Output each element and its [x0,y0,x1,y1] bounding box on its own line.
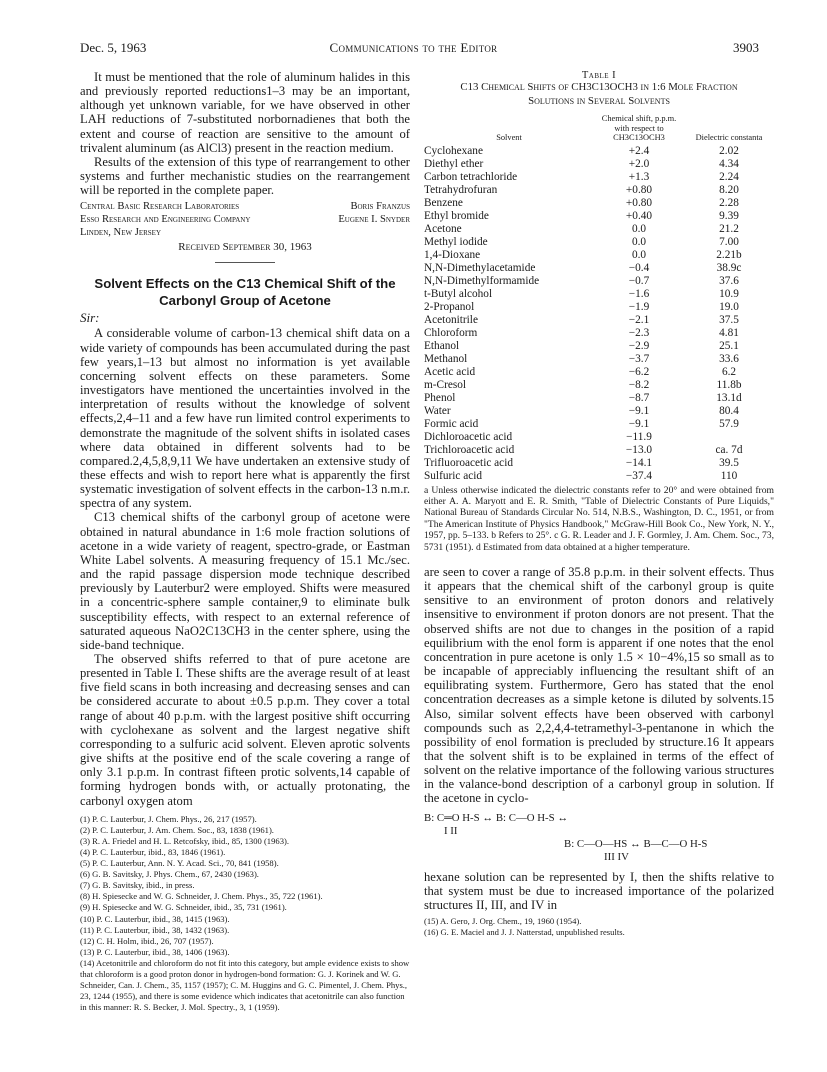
dielectric-cell: 80.4 [719,404,739,417]
received-date: Received September 30, 1963 [178,241,312,254]
dielectric-cell: 39.5 [719,456,739,469]
solvent-cell: 2-Propanol [424,300,475,313]
affiliation-lab: Central Basic Research Laboratories [80,201,240,213]
table-row [424,457,774,470]
solvent-cell: Phenol [424,391,456,404]
table-subtitle-1: C13 Chemical Shifts of CH3C13OCH3 in 1:6 Mole Fraction [460,81,738,93]
dielectric-cell: 4.34 [719,157,739,170]
reference-item: (5) P. C. Lauterbur, Ann. N. Y. Acad. Sci., 70, 841 (1958). [80,858,279,869]
body-paragraph-2: C13 chemical shifts of the carbonyl group of acetone were obtained in natural abundance in 1:6 mole fraction solutions of acetone in a wide variety of reagent, spectro-grade, or Eastman White Label solvents. A measuring frequency of 15.1 Mc./sec. and the rapid passage dispersion mode technique described previously by Lauterbur2 were employed. Shifts were measured in a concentric-sphere sample container,9 to eliminate bulk susceptibility effects, with respect to an external reference of saturated aqueous NaO2C13CH3 in the center sphere, using the side-band technique. [80,510,410,652]
table-row [424,197,774,210]
solvent-cell: Cyclohexane [424,144,483,157]
dielectric-cell: 25.1 [719,339,739,352]
dielectric-cell: 57.9 [719,417,739,430]
table-row [424,379,774,392]
references-list [80,814,410,1014]
solvent-cell: Trifluoroacetic acid [424,456,513,469]
table-row [424,327,774,340]
shift-cell: −2.1 [628,313,650,326]
reference-item: (12) C. H. Holm, ibid., 26, 707 (1957). [80,935,214,946]
table-caption: Table I [581,70,617,81]
resonance-structures [424,812,774,864]
solvent-cell: Acetone [424,222,462,235]
dielectric-cell: 33.6 [719,352,739,365]
solvent-cell: Ethyl bromide [424,209,489,222]
affiliation-company: Esso Research and Engineering Company [80,214,251,226]
shift-cell: −8.7 [628,391,650,404]
solvent-cell: N,N-Dimethylacetamide [424,261,536,274]
dielectric-cell: 2.24 [719,170,739,183]
table-row [424,249,774,262]
table-row [424,171,774,184]
solvent-cell: Benzene [424,196,463,209]
shift-cell: +2.4 [628,144,650,157]
solvent-cell: 1,4-Dioxane [424,248,481,261]
dielectric-cell: 2.02 [719,144,739,157]
body-paragraph-3: The observed shifts referred to that of pure acetone are presented in Table I. These shifts are the average result of at least five field scans in both increasing and decreasing senses and can be considered accurate to about ±0.5 p.p.m. They cover a total range of about 40 p.p.m. with the largest positive shift occurring with cyclohexane as solvent and the largest negative shift corresponding to a sulfuric acid solvent. Eleven aprotic solvents give shifts at the positive end of the scale covering a range of only 3.1 p.p.m. In contrast fifteen protic solvents,14 capable of forming hydrogen bonds with, or actually protonating, the carbonyl oxygen atom [80,652,410,808]
table-row [424,444,774,457]
intro-paragraph-1: It must be mentioned that the role of aluminum halides in this and previously reported reductions1–3 may be an important, although yet unknown variable, for we have observed in other LAH reductions of 7-substituted norbornadienes that both the extent and course of reaction are sensitive to the amount of trivalent aluminum (as AlCl3) present in the reaction medium. [80,70,410,155]
dielectric-cell [684,431,774,444]
table-row [424,236,774,249]
solvent-cell: Acetic acid [424,365,476,378]
table-row [424,288,774,301]
affiliation-block [80,200,410,253]
author-2: Eugene I. Snyder [338,214,410,226]
shift-cell: −37.4 [625,469,653,482]
structures-line-2: B: C—O—HS ↔ B—C—O H-S [564,837,708,850]
shift-cell: −1.6 [628,287,650,300]
table-row [424,184,774,197]
dielectric-cell: 2.21b [716,248,742,261]
shift-cell: +2.0 [628,157,650,170]
article-title: Solvent Effects on the C13 Chemical Shift of the Carbonyl Group of Acetone [94,276,396,309]
column-header-dielectric: Dielectric constanta [695,133,763,142]
page-number: 3903 [733,40,759,55]
solvent-cell: Carbon tetrachloride [424,170,518,183]
table-row [424,223,774,236]
table-subtitle-2: Solutions in Several Solvents [528,94,670,107]
reference-item: (15) A. Gero, J. Org. Chem., 19, 1960 (1954). [424,916,582,927]
dielectric-cell: 37.6 [719,274,739,287]
table-row [424,275,774,288]
table-row [424,158,774,171]
solvent-cell: Ethanol [424,339,460,352]
solvent-cell: Trichloroacetic acid [424,443,515,456]
intro-paragraph-2: Results of the extension of this type of rearrangement to other systems and further mechanistic studies on the rearrangement will be reported in the complete paper. [80,154,410,198]
dielectric-cell: 38.9c [716,261,742,274]
body-paragraph-1: A considerable volume of carbon-13 chemical shift data on a wide variety of compounds has been accumulated during the past few years,1–13 but almost no information is yet available concerning solvent effects on these parameters. Some investigators have mentioned the uncertainties involved in the interpretation of results without the knowledge of solvent effects,2,4–11 and a few have run limited control experiments to demonstrate the magnitude of the solvent shifts in isolated cases where data obtained in different solvents had to be compared.2,4,5,8,9,11 We have undertaken an extensive study of these effects and wish to report here what is apparently the first systematic investigation of solvent effects in the carbon-13 n.m.r. spectra of any system. [80,326,410,511]
left-column [80,70,410,1013]
table-row [424,353,774,366]
solvent-cell: Acetonitrile [424,313,478,326]
table-row [424,418,774,431]
reference-item: (11) P. C. Lauterbur, ibid., 38, 1432 (1963). [80,924,230,935]
shift-cell: +0.80 [625,183,653,196]
dielectric-cell: 37.5 [719,313,739,326]
table-footnote: a Unless otherwise indicated the dielectric constants refer to 20° and were obtained from either A. A. Maryott and E. R. Smith, "Table of Dielectric Constants of Pure Liquids," National Bureau of Standards Circular No. 514, N.B.S., Washington, D. C., 1951, or from "The American Institute of Physics Handbook," McGraw-Hill Book Co., New York, N. Y., 1957, pp. 5–133. b Refers to 25°. c G. R. Leader and J. F. Gormley, J. Am. Chem. Soc., 73, 5731 (1951). d Estimated from data obtained at a higher temperature. [424,484,774,553]
reference-item: (3) R. A. Friedel and H. L. Retcofsky, ibid., 85, 1300 (1963). [80,835,290,846]
dielectric-cell: 9.39 [719,209,739,222]
reference-item: (4) P. C. Lauterbur, ibid., 83, 1846 (1961). [80,847,226,857]
solvent-cell: Diethyl ether [424,157,484,170]
shift-cell: −13.0 [625,443,653,456]
solvent-cell: Methanol [424,352,468,365]
shift-cell: −0.7 [628,274,650,287]
salutation: Sir: [80,310,100,326]
shift-cell: −14.1 [625,456,653,469]
table-row [424,366,774,379]
shift-cell: 0.0 [631,248,647,261]
reference-item: (9) H. Spiesecke and W. G. Schneider, ibid., 35, 731 (1961). [80,902,287,913]
structures-line-1: B: C═O H-S ↔ B: C—O H-S ↔ [424,811,569,824]
solvent-cell: N,N-Dimethylformamide [424,274,540,287]
reference-item: (14) Acetonitrile and chloroform do not fit into this category, but ample evidence exists to show that chloroform is a good proton donor in hydrogen-bond formation: G. J. Korinek and W. G. Schneider, Can. J. Chem., 35, 1157 (1957); C. M. Huggins and G. C. Pimentel, J. Chem. Phys., 23, 1244 (1955), and there is some evidence which indicates that acetonitrile can also function in this manner: R. S. Becker, J. Mol. Spectry., 3, 1 (1959). [80,957,410,1013]
reference-item: (16) G. E. Maciel and J. J. Natterstad, unpublished results. [424,927,625,938]
solvent-cell: Sulfuric acid [424,469,483,482]
dielectric-cell: 19.0 [719,300,739,313]
table-row [424,392,774,405]
reference-item: (8) H. Spiesecke and W. G. Schneider, J. Chem. Phys., 35, 722 (1961). [80,891,323,902]
solvent-cell: m-Cresol [424,378,467,391]
right-column [424,70,774,938]
dielectric-cell: 4.81 [719,326,739,339]
shift-cell: −3.7 [628,352,650,365]
table-row [424,405,774,418]
shift-cell: −2.9 [628,339,650,352]
table-row [424,145,774,158]
solvent-cell: Dichloroacetic acid [424,430,513,443]
reference-item: (7) G. B. Savitsky, ibid., in press. [80,880,195,891]
solvent-cell: Tetrahydrofuran [424,183,498,196]
reference-item: (13) P. C. Lauterbur, ibid., 38, 1406 (1963). [80,946,230,957]
structures-labels-2: III IV [604,850,629,863]
section-divider [215,262,275,263]
shift-cell: −9.1 [628,404,650,417]
reference-item: (1) P. C. Lauterbur, J. Chem. Phys., 26, 217 (1957). [80,813,257,824]
column-header-solvent: Solvent [496,133,522,142]
author-1: Boris Franzus [350,201,410,213]
header-date: Dec. 5, 1963 [80,40,147,55]
solvent-cell: Water [424,404,451,417]
table-row [424,470,774,483]
closing-paragraph: hexane solution can be represented by I, then the shifts relative to that system must be due to increased importance of the polarized structures II, III, and IV in [424,869,774,912]
dielectric-cell: 8.20 [719,183,739,196]
table-row [424,314,774,327]
right-references-list [424,916,774,938]
structures-labels-1: I II [444,824,458,837]
dielectric-cell: 10.9 [719,287,739,300]
shift-cell: −2.3 [628,326,650,339]
shift-cell: −6.2 [628,365,650,378]
reference-item: (6) G. B. Savitsky, J. Phys. Chem., 67, 2430 (1963). [80,869,259,880]
reference-item: (2) P. C. Lauterbur, J. Am. Chem. Soc., 83, 1838 (1961). [80,824,274,835]
affiliation-location: Linden, New Jersey [80,227,162,239]
shift-cell: −0.4 [628,261,650,274]
column-header-shift: Chemical shift, p.p.m. with respect to CH3C13OCH3 [601,114,677,142]
dielectric-cell: ca. 7d [715,443,743,456]
shift-cell: −1.9 [628,300,650,313]
table-row [424,340,774,353]
table-row [424,431,774,444]
reference-item: (10) P. C. Lauterbur, ibid., 38, 1415 (1963). [80,913,230,924]
shift-cell: +1.3 [628,170,650,183]
dielectric-cell: 11.8b [716,378,742,391]
shift-cell: 0.0 [631,222,647,235]
table-row [424,210,774,223]
solvent-cell: Chloroform [424,326,478,339]
shift-cell: −11.9 [626,430,652,443]
solvent-cell: Methyl iodide [424,235,488,248]
shift-cell: +0.40 [625,209,653,222]
shift-cell: 0.0 [631,235,647,248]
table-row [424,262,774,275]
dielectric-cell: 110 [720,469,738,482]
dielectric-cell: 2.28 [719,196,739,209]
solvent-cell: Formic acid [424,417,479,430]
right-body-paragraph: are seen to cover a range of 35.8 p.p.m. in their solvent effects. Thus it appears that the chemical shift of the carbonyl group is quite sensitive to an environment of proton donors and relatively insensitive to environment if proton donors are not present. That the observed shifts are not due to changes in the position of a rapid equilibrium with the enol form is apparent if one notes that the enol concentration in pure acetone is only 1.5 × 10−4%,15 so small as to be incapable of appreciably influencing the resultant shift of an equilibrating system. Furthermore, Gero has stated that the enol concentration decreases as a simple ketone is diluted by solvents.15 Also, similar solvent effects have been observed with carbonyl compounds such as 2,2,4,4-tetramethyl-3-pentanone in which the possibility of enol formation is precluded by structure.16 It appears that the solvent shift is to be explained in terms of the effect of solvent on the relative importance of the following various structures in the valance-bond description of a carbonyl group in solution. If the acetone in cyclo- [424,564,774,806]
solvent-shift-table [424,113,774,483]
dielectric-cell: 7.00 [719,235,739,248]
shift-cell: +0.80 [625,196,653,209]
dielectric-cell: 21.2 [719,222,739,235]
table-row [424,301,774,314]
shift-cell: −8.2 [628,378,650,391]
dielectric-cell: 13.1d [716,391,742,404]
solvent-cell: t-Butyl alcohol [424,287,493,300]
header-title: Communications to the Editor [329,40,498,55]
dielectric-cell: 6.2 [721,365,737,378]
shift-cell: −9.1 [628,417,650,430]
